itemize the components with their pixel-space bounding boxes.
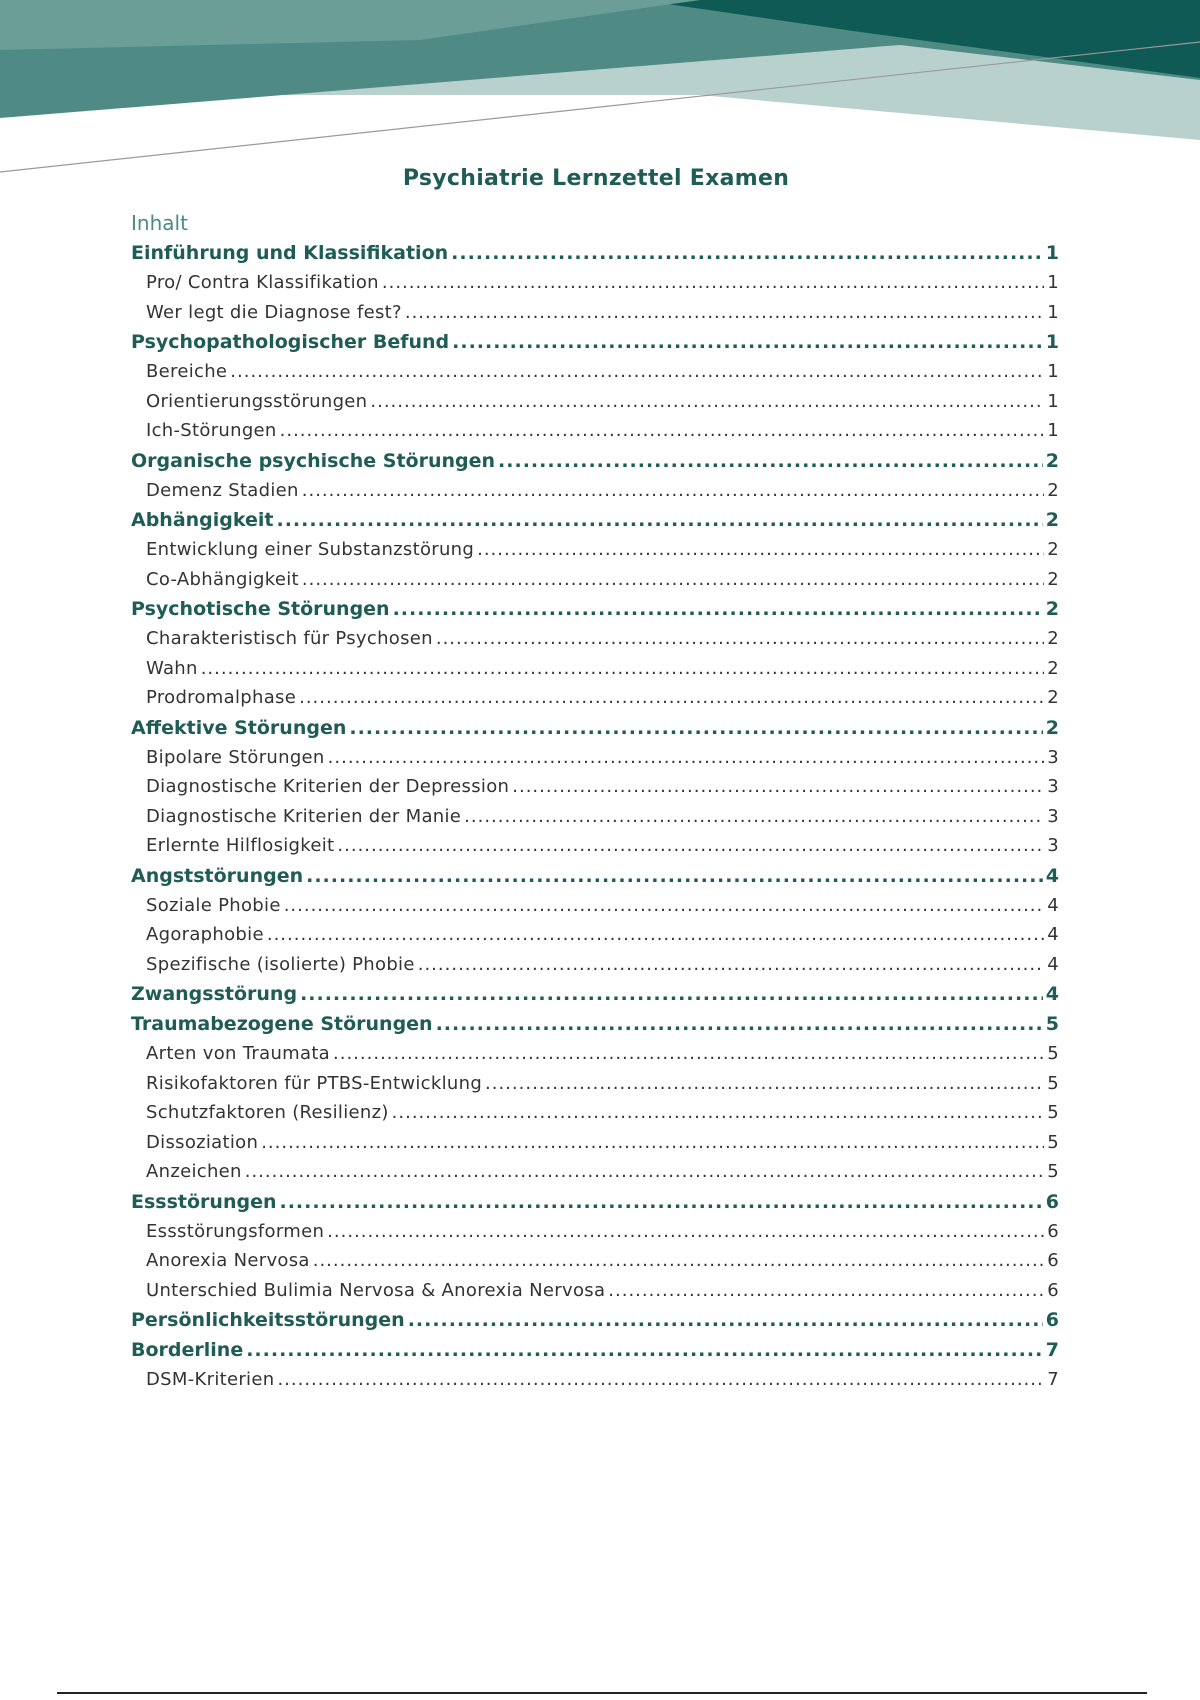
toc-dot-leader bbox=[436, 1013, 1043, 1035]
toc-entry-label: Traumabezogene Störungen bbox=[131, 1013, 433, 1035]
toc-subsection-link[interactable] bbox=[131, 1161, 1059, 1191]
toc-page-number: 2 bbox=[1045, 449, 1059, 472]
toc-entry-label: Psychotische Störungen bbox=[131, 598, 390, 620]
footer-divider bbox=[57, 1692, 1147, 1694]
toc-page-number: 4 bbox=[1045, 864, 1059, 887]
toc-section-link[interactable] bbox=[131, 1309, 1059, 1339]
toc-dot-leader bbox=[246, 1339, 1043, 1361]
toc-entry-label: Orientierungsstörungen bbox=[146, 390, 368, 412]
toc-page-number: 2 bbox=[1047, 479, 1059, 501]
toc-dot-leader bbox=[267, 924, 1044, 945]
toc-page-number: 5 bbox=[1047, 1131, 1059, 1153]
table-of-contents bbox=[131, 242, 1059, 1399]
toc-entry-label: Angststörungen bbox=[131, 864, 304, 887]
toc-page-number: 5 bbox=[1047, 1072, 1059, 1094]
toc-entry-label: Einführung und Klassifikation bbox=[131, 242, 449, 264]
toc-entry-label: Ich-Störungen bbox=[146, 420, 277, 441]
toc-page-number: 1 bbox=[1047, 301, 1059, 323]
toc-subsection-link[interactable] bbox=[131, 1132, 1059, 1162]
toc-entry-label: Diagnostische Kriterien der Depression bbox=[146, 776, 510, 797]
toc-dot-leader bbox=[245, 1161, 1044, 1182]
toc-page-number: 5 bbox=[1047, 1161, 1059, 1182]
toc-subsection-link[interactable] bbox=[131, 480, 1059, 510]
toc-page-number: 1 bbox=[1047, 420, 1059, 441]
toc-dot-leader bbox=[230, 361, 1044, 382]
toc-subsection-link[interactable] bbox=[131, 1102, 1059, 1132]
toc-dot-leader bbox=[277, 509, 1043, 531]
toc-subsection-link[interactable] bbox=[131, 628, 1059, 658]
toc-dot-leader bbox=[277, 1369, 1044, 1390]
toc-dot-leader bbox=[382, 272, 1044, 293]
toc-dot-leader bbox=[306, 865, 1043, 887]
toc-subsection-link[interactable] bbox=[131, 776, 1059, 806]
toc-subsection-link[interactable] bbox=[131, 272, 1059, 302]
toc-dot-leader bbox=[452, 331, 1043, 353]
toc-subsection-link[interactable] bbox=[131, 806, 1059, 836]
toc-entry-label: Dissoziation bbox=[146, 1131, 259, 1153]
toc-page-number: 4 bbox=[1047, 953, 1059, 975]
toc-entry-label: Unterschied Bulimia Nervosa & Anorexia Nervosa bbox=[146, 1279, 606, 1301]
toc-entry-label: Schutzfaktoren (Resilienz) bbox=[146, 1102, 389, 1123]
toc-entry-label: Organische psychische Störungen bbox=[131, 449, 496, 472]
toc-dot-leader bbox=[327, 1221, 1044, 1242]
toc-dot-leader bbox=[280, 420, 1044, 441]
toc-subsection-link[interactable] bbox=[131, 687, 1059, 717]
toc-section-link[interactable] bbox=[131, 450, 1059, 480]
toc-page-number: 2 bbox=[1047, 687, 1059, 708]
toc-entry-label: Wahn bbox=[146, 657, 198, 679]
toc-page-number: 2 bbox=[1047, 539, 1059, 560]
toc-page-number: 6 bbox=[1045, 1190, 1059, 1213]
toc-dot-leader bbox=[393, 598, 1043, 620]
toc-dot-leader bbox=[408, 1309, 1043, 1331]
toc-subsection-link[interactable] bbox=[131, 924, 1059, 954]
toc-entry-label: Soziale Phobie bbox=[146, 894, 281, 916]
toc-page-number: 6 bbox=[1047, 1279, 1059, 1301]
toc-heading: Inhalt bbox=[131, 211, 188, 235]
toc-page-number: 4 bbox=[1047, 924, 1059, 945]
toc-dot-leader bbox=[608, 1280, 1044, 1301]
toc-entry-label: Pro/ Contra Klassifikation bbox=[146, 272, 379, 293]
toc-page-number: 3 bbox=[1047, 776, 1059, 797]
toc-subsection-link[interactable] bbox=[131, 1221, 1059, 1251]
toc-entry-label: Agoraphobie bbox=[146, 924, 264, 945]
toc-page-number: 6 bbox=[1047, 1250, 1059, 1271]
toc-subsection-link[interactable] bbox=[131, 747, 1059, 777]
toc-entry-label: Essstörungen bbox=[131, 1190, 277, 1213]
document-title: Psychiatrie Lernzettel Examen bbox=[402, 166, 790, 191]
toc-entry-label: Risikofaktoren für PTBS-Entwicklung bbox=[146, 1072, 483, 1094]
toc-page-number: 5 bbox=[1047, 1043, 1059, 1064]
toc-dot-leader bbox=[300, 983, 1043, 1005]
toc-dot-leader bbox=[418, 954, 1044, 975]
toc-page-number: 2 bbox=[1045, 598, 1059, 620]
toc-subsection-link[interactable] bbox=[131, 391, 1059, 421]
toc-section-link[interactable] bbox=[131, 1191, 1059, 1221]
toc-subsection-link[interactable] bbox=[131, 1043, 1059, 1073]
toc-entry-label: DSM-Kriterien bbox=[146, 1369, 275, 1390]
toc-page-number: 7 bbox=[1047, 1369, 1059, 1390]
toc-entry-label: Anorexia Nervosa bbox=[146, 1250, 310, 1271]
toc-entry-label: Co-Abhängigkeit bbox=[146, 568, 299, 590]
toc-subsection-link[interactable] bbox=[131, 1250, 1059, 1280]
header-banner-graphic bbox=[0, 0, 1200, 190]
toc-section-link[interactable] bbox=[131, 717, 1059, 747]
toc-dot-leader bbox=[302, 480, 1044, 501]
toc-page-number: 7 bbox=[1045, 1339, 1059, 1361]
toc-dot-leader bbox=[302, 569, 1044, 590]
toc-section-link[interactable] bbox=[131, 509, 1059, 539]
toc-page-number: 6 bbox=[1045, 1309, 1059, 1331]
toc-subsection-link[interactable] bbox=[131, 361, 1059, 391]
toc-section-link[interactable] bbox=[131, 1339, 1059, 1369]
toc-entry-label: Arten von Traumata bbox=[146, 1043, 331, 1064]
toc-entry-label: Abhängigkeit bbox=[131, 509, 274, 531]
toc-dot-leader bbox=[261, 1132, 1044, 1153]
toc-subsection-link[interactable] bbox=[131, 1280, 1059, 1310]
toc-page-number: 3 bbox=[1047, 805, 1059, 827]
toc-entry-label: Anzeichen bbox=[146, 1161, 242, 1182]
toc-page-number: 2 bbox=[1047, 657, 1059, 679]
toc-page-number: 1 bbox=[1045, 242, 1059, 264]
toc-entry-label: Affektive Störungen bbox=[131, 716, 347, 739]
toc-dot-leader bbox=[405, 302, 1044, 323]
toc-section-link[interactable] bbox=[131, 242, 1059, 272]
toc-entry-label: Zwangsstörung bbox=[131, 983, 298, 1005]
toc-entry-label: Diagnostische Kriterien der Manie bbox=[146, 805, 462, 827]
toc-section-link[interactable] bbox=[131, 598, 1059, 628]
toc-dot-leader bbox=[436, 628, 1044, 649]
toc-page-number: 2 bbox=[1045, 509, 1059, 531]
toc-dot-leader bbox=[477, 539, 1044, 560]
toc-page-number: 1 bbox=[1047, 390, 1059, 412]
toc-entry-label: Charakteristisch für Psychosen bbox=[146, 628, 433, 649]
toc-dot-leader bbox=[464, 806, 1044, 827]
toc-entry-label: Persönlichkeitsstörungen bbox=[131, 1309, 405, 1331]
toc-dot-leader bbox=[498, 450, 1043, 472]
toc-page-number: 5 bbox=[1045, 1013, 1059, 1035]
toc-page-number: 3 bbox=[1047, 835, 1059, 856]
toc-entry-label: Entwicklung einer Substanzstörung bbox=[146, 539, 475, 560]
toc-dot-leader bbox=[279, 1191, 1042, 1213]
toc-subsection-link[interactable] bbox=[131, 1369, 1059, 1399]
toc-subsection-link[interactable] bbox=[131, 658, 1059, 688]
toc-page-number: 1 bbox=[1047, 361, 1059, 382]
toc-dot-leader bbox=[349, 717, 1042, 739]
toc-dot-leader bbox=[370, 391, 1044, 412]
toc-entry-label: Bipolare Störungen bbox=[146, 746, 325, 768]
toc-dot-leader bbox=[451, 242, 1043, 264]
toc-dot-leader bbox=[299, 687, 1044, 708]
toc-entry-label: Wer legt die Diagnose fest? bbox=[146, 301, 402, 323]
toc-entry-label: Spezifische (isolierte) Phobie bbox=[146, 953, 415, 975]
toc-entry-label: Bereiche bbox=[146, 361, 228, 382]
toc-dot-leader bbox=[328, 747, 1044, 768]
toc-dot-leader bbox=[337, 835, 1044, 856]
toc-page-number: 6 bbox=[1047, 1220, 1059, 1242]
toc-dot-leader bbox=[313, 1250, 1044, 1271]
toc-subsection-link[interactable] bbox=[131, 895, 1059, 925]
toc-page-number: 1 bbox=[1047, 272, 1059, 293]
toc-subsection-link[interactable] bbox=[131, 420, 1059, 450]
toc-dot-leader bbox=[201, 658, 1044, 679]
toc-dot-leader bbox=[485, 1073, 1044, 1094]
toc-page-number: 5 bbox=[1047, 1102, 1059, 1123]
toc-section-link[interactable] bbox=[131, 865, 1059, 895]
toc-entry-label: Borderline bbox=[131, 1339, 244, 1361]
toc-subsection-link[interactable] bbox=[131, 835, 1059, 865]
toc-dot-leader bbox=[333, 1043, 1044, 1064]
toc-entry-label: Psychopathologischer Befund bbox=[131, 331, 450, 353]
toc-page-number: 3 bbox=[1047, 746, 1059, 768]
toc-subsection-link[interactable] bbox=[131, 954, 1059, 984]
toc-entry-label: Demenz Stadien bbox=[146, 479, 299, 501]
toc-page-number: 2 bbox=[1045, 716, 1059, 739]
toc-entry-label: Erlernte Hilflosigkeit bbox=[146, 835, 335, 856]
toc-subsection-link[interactable] bbox=[131, 539, 1059, 569]
toc-subsection-link[interactable] bbox=[131, 569, 1059, 599]
toc-section-link[interactable] bbox=[131, 983, 1059, 1013]
toc-entry-label: Essstörungsformen bbox=[146, 1220, 325, 1242]
toc-page-number: 1 bbox=[1045, 331, 1059, 353]
toc-section-link[interactable] bbox=[131, 1013, 1059, 1043]
toc-page-number: 2 bbox=[1047, 568, 1059, 590]
toc-subsection-link[interactable] bbox=[131, 1073, 1059, 1103]
toc-entry-label: Prodromalphase bbox=[146, 687, 297, 708]
toc-section-link[interactable] bbox=[131, 331, 1059, 361]
toc-dot-leader bbox=[284, 895, 1044, 916]
toc-page-number: 4 bbox=[1047, 894, 1059, 916]
toc-dot-leader bbox=[512, 776, 1044, 797]
toc-subsection-link[interactable] bbox=[131, 302, 1059, 332]
toc-dot-leader bbox=[392, 1102, 1044, 1123]
toc-page-number: 2 bbox=[1047, 628, 1059, 649]
toc-page-number: 4 bbox=[1045, 983, 1059, 1005]
